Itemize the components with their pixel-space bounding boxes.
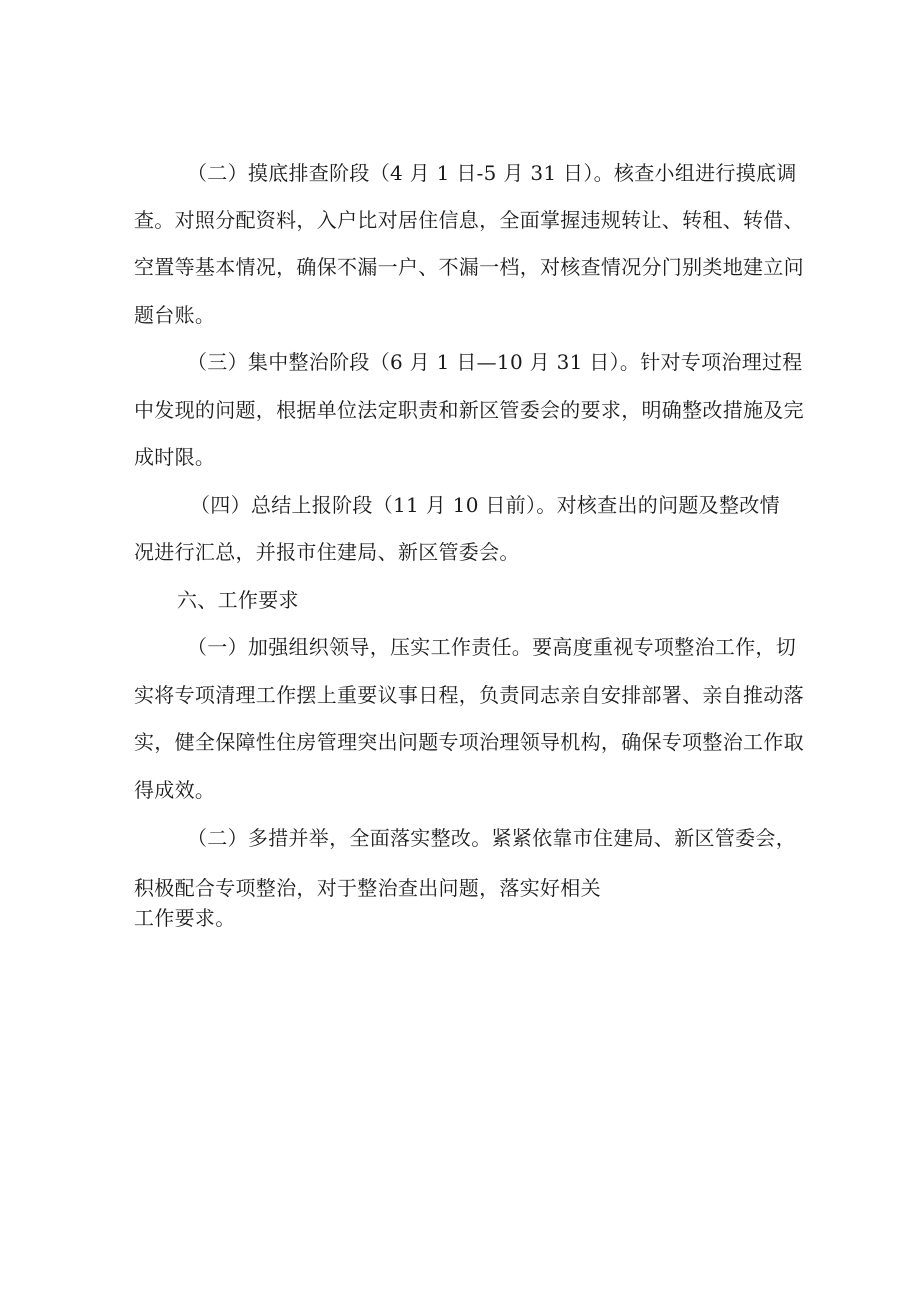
paragraph-line: （二）多措并举，全面落实整改。紧紧依靠市住建局、新区管委会，: [187, 826, 796, 850]
paragraph-line: 实将专项清理工作摆上重要议事日程，负责同志亲自安排部署、亲自推动落: [134, 683, 804, 707]
section-heading: 六、工作要求: [177, 588, 299, 612]
paragraph-line: 成时限。: [134, 445, 216, 469]
paragraph-line: （四）总结上报阶段（11 月 10 日前）。对核查出的问题及整改情: [190, 493, 780, 517]
paragraph-line: 得成效。: [134, 778, 216, 802]
paragraph-line: （二）摸底排查阶段（4 月 1 日-5 月 31 日）。核查小组进行摸底调: [187, 161, 797, 185]
paragraph-line: 积极配合专项整治，对于整治查出问题，落实好相关: [134, 876, 601, 900]
paragraph-line: 实，健全保障性住房管理突出问题专项治理领导机构，确保专项整治工作取: [134, 730, 804, 754]
paragraph-line: （三）集中整治阶段（6 月 1 日—10 月 31 日）。针对专项治理过程: [187, 350, 803, 374]
paragraph-line: 中发现的问题，根据单位法定职责和新区管委会的要求，明确整改措施及完: [134, 398, 804, 422]
paragraph-line: 查。对照分配资料，入户比对居住信息，全面掌握违规转让、转租、转借、: [134, 208, 804, 232]
paragraph-line: 工作要求。: [134, 906, 236, 930]
paragraph-line: 空置等基本情况，确保不漏一户、不漏一档，对核查情况分门别类地建立问: [134, 255, 804, 279]
paragraph-line: 况进行汇总，并报市住建局、新区管委会。: [134, 540, 520, 564]
paragraph-line: （一）加强组织领导，压实工作责任。要高度重视专项整治工作，切: [187, 635, 796, 659]
paragraph-line: 题台账。: [134, 303, 216, 327]
